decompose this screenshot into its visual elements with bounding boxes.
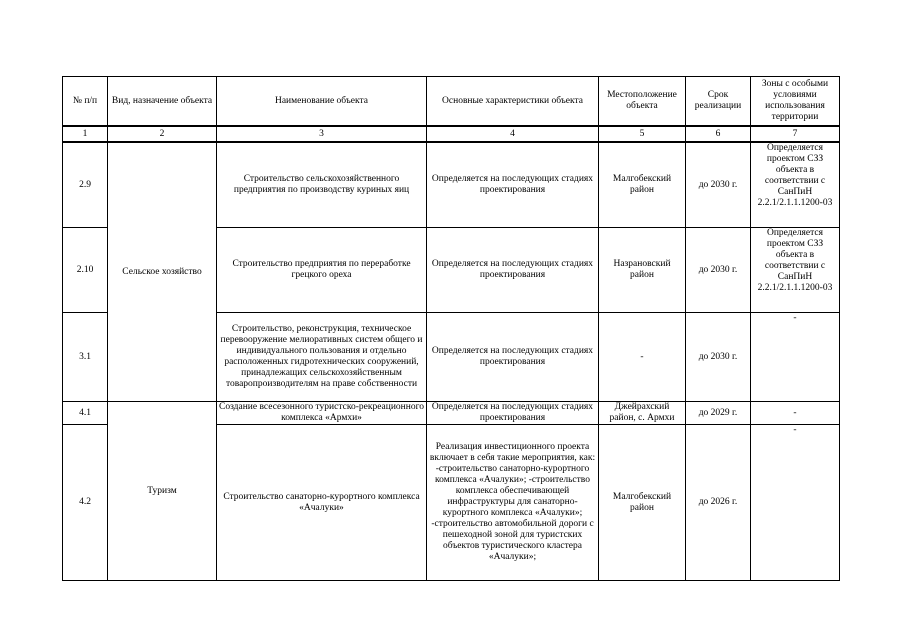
column-number: 7 <box>751 126 840 142</box>
column-number: 3 <box>217 126 427 142</box>
table-row <box>63 142 840 228</box>
row-name: Строительство санаторно-курортного комплекса «Ачалуки» <box>217 425 427 581</box>
row-term: до 2030 г. <box>686 142 751 228</box>
column-number: 5 <box>599 126 686 142</box>
header-num: № п/п <box>63 77 108 127</box>
row-location: Джейрахский район, с. Армхи <box>599 402 686 425</box>
header-zones: Зоны с особыми условиями использования территории <box>751 77 840 127</box>
row-name: Строительство, реконструкция, техническое перевооружение мелиоративных систем общего и индивидуального пользования и отдельно расположенных гидротехнических сооружений, принадлежащих сельскохозяйственным товаропроизводителям на праве собственности <box>217 313 427 402</box>
row-characteristics: Реализация инвестиционного проекта включает в себя такие мероприятия, как: -строительство санаторно-курортного комплекса «Ачалуки»; -строительство комплекса обеспечивающей инфраструктуры для санаторно-курортного комплекса «Ачалуки»; -строительство автомобильной дороги с пешеходной зоной для туристских объектов туристического кластера «Ачалуки»; <box>427 425 599 581</box>
row-term: до 2030 г. <box>686 228 751 313</box>
row-term: до 2029 г. <box>686 402 751 425</box>
column-number: 4 <box>427 126 599 142</box>
row-zones: - <box>751 313 840 402</box>
row-characteristics: Определяется на последующих стадиях проектирования <box>427 313 599 402</box>
row-zones: Определяется проектом СЗЗ объекта в соответствии с СанПиН 2.2.1/2.1.1.1200-03 <box>751 228 840 313</box>
row-location: Малгобекский район <box>599 425 686 581</box>
row-characteristics: Определяется на последующих стадиях проектирования <box>427 228 599 313</box>
column-numbers-row <box>63 126 840 142</box>
row-num: 3.1 <box>63 313 108 402</box>
table-header-row <box>63 77 840 127</box>
row-zones: Определяется проектом СЗЗ объекта в соответствии с СанПиН 2.2.1/2.1.1.1200-03 <box>751 142 840 228</box>
header-characteristics: Основные характеристики объекта <box>427 77 599 127</box>
row-num: 2.10 <box>63 228 108 313</box>
row-characteristics: Определяется на последующих стадиях проектирования <box>427 402 599 425</box>
header-location: Местоположение объекта <box>599 77 686 127</box>
row-name: Строительство сельскохозяйственного предприятия по производству куриных яиц <box>217 142 427 228</box>
row-type: Туризм <box>108 402 217 581</box>
row-name: Строительство предприятия по переработке грецкого ореха <box>217 228 427 313</box>
row-zones: - <box>751 425 840 581</box>
row-name: Создание всесезонного туристско-рекреационного комплекса «Армхи» <box>217 402 427 425</box>
column-number: 1 <box>63 126 108 142</box>
row-term: до 2030 г. <box>686 313 751 402</box>
row-type: Сельское хозяйство <box>108 142 217 402</box>
column-number: 2 <box>108 126 217 142</box>
table-row <box>63 402 840 425</box>
row-location: - <box>599 313 686 402</box>
row-location: Назрановский район <box>599 228 686 313</box>
row-location: Малгобекский район <box>599 142 686 228</box>
row-characteristics: Определяется на последующих стадиях проектирования <box>427 142 599 228</box>
row-zones: - <box>751 402 840 425</box>
objects-table <box>62 76 840 581</box>
column-number: 6 <box>686 126 751 142</box>
row-term: до 2026 г. <box>686 425 751 581</box>
header-type: Вид, назначение объекта <box>108 77 217 127</box>
row-num: 4.2 <box>63 425 108 581</box>
row-num: 2.9 <box>63 142 108 228</box>
header-term: Срок реализации <box>686 77 751 127</box>
row-num: 4.1 <box>63 402 108 425</box>
header-name: Наименование объекта <box>217 77 427 127</box>
